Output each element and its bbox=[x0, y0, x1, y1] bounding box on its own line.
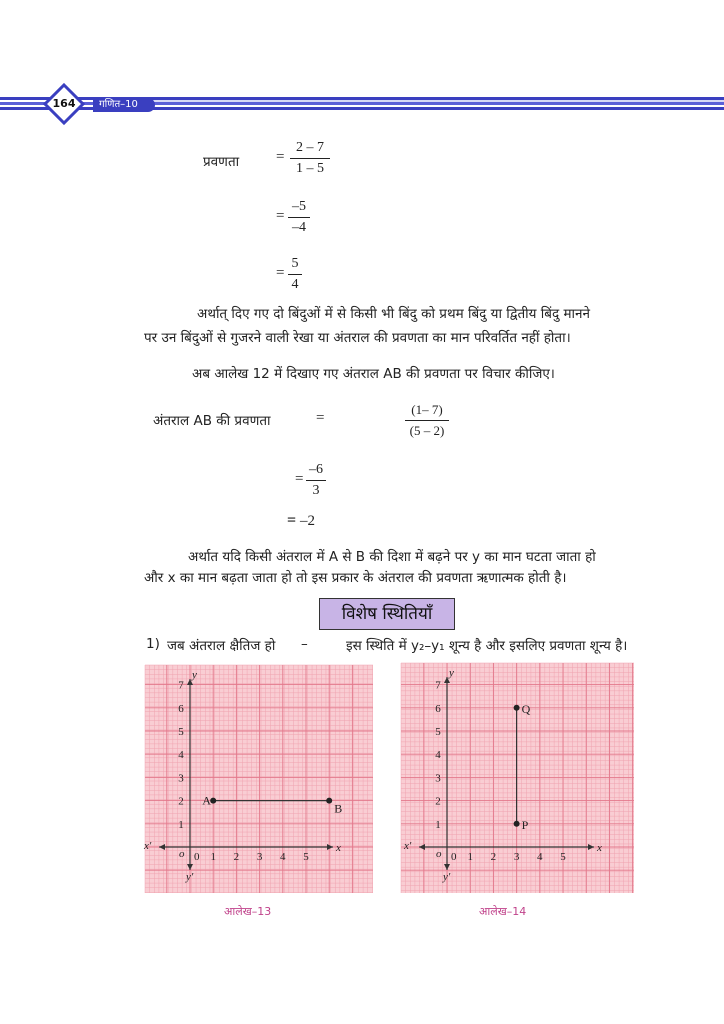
x-tick-label: 3 bbox=[513, 851, 520, 863]
graph-14 bbox=[401, 663, 634, 893]
case1-dash: – bbox=[301, 636, 308, 652]
para3-line1: अर्थात यदि किसी अंतराल में A से B की दिशा में बढ़ने पर y का मान घटता जाता हो bbox=[188, 549, 596, 565]
slope-ab-result: –2 bbox=[300, 513, 315, 529]
y-tick-label: 2 bbox=[435, 795, 441, 808]
para3-line2: और x का मान बढ़ता जाता हो तो इस प्रकार के अंतराल की प्रवणता ऋणात्मक होती है। bbox=[144, 570, 567, 586]
x-tick-label: 2 bbox=[490, 851, 497, 863]
x-tick-label: 3 bbox=[256, 851, 263, 863]
graph-13-svg bbox=[145, 665, 373, 893]
para2: अब आलेख 12 में दिखाए गए अंतराल AB की प्रवणता पर विचार कीजिए। bbox=[192, 366, 555, 382]
y-axis-label: y bbox=[192, 669, 197, 681]
running-head: गणित–10 bbox=[93, 98, 155, 112]
y-tick-label: 5 bbox=[435, 726, 441, 738]
y-neg-axis-label: y′ bbox=[443, 871, 451, 883]
x-tick-label: 4 bbox=[280, 851, 286, 863]
point-label-A: A bbox=[202, 793, 211, 808]
y-tick-label: 6 bbox=[435, 702, 441, 715]
x-tick-label: 5 bbox=[303, 851, 309, 863]
fraction-ab-step1: $\frac{(1- 7)}{(5 - 2)}$ bbox=[405, 402, 449, 439]
origin-zero: 0 bbox=[451, 851, 457, 863]
case1-left: जब अंतराल क्षैतिज हो bbox=[167, 638, 276, 654]
y-tick-label: 6 bbox=[178, 702, 184, 715]
graph-13 bbox=[145, 665, 373, 893]
x-neg-axis-label: x′ bbox=[144, 840, 152, 852]
y-tick-label: 5 bbox=[178, 726, 184, 738]
y-tick-label: 7 bbox=[435, 679, 441, 692]
point-Q bbox=[514, 705, 520, 711]
point-label-Q: Q bbox=[521, 701, 531, 716]
x-axis-arrow bbox=[327, 844, 333, 850]
equals-sign: = bbox=[287, 512, 297, 529]
y-axis-label: y bbox=[449, 667, 454, 679]
point-P bbox=[514, 821, 520, 827]
x-tick-label: 4 bbox=[537, 851, 543, 863]
fraction-ab-step2: $\frac{-6}{3}$ bbox=[306, 462, 326, 499]
fraction-step1: $\frac{2 - 7}{1 - 5}$ bbox=[290, 140, 330, 177]
graph-13-caption: आलेख–13 bbox=[224, 905, 272, 918]
graph-14-caption: आलेख–14 bbox=[479, 905, 527, 918]
origin-label: o bbox=[179, 848, 185, 860]
x-axis-label: x bbox=[597, 842, 602, 854]
y-tick-label: 1 bbox=[435, 818, 441, 831]
equals-sign: = bbox=[276, 265, 285, 281]
para1-line2: पर उन बिंदुओं से गुजरने वाली रेखा या अंतराल की प्रवणता का मान परिवर्तित नहीं होता। bbox=[144, 330, 571, 346]
x-tick-label: 2 bbox=[233, 851, 240, 863]
y-tick-label: 4 bbox=[178, 749, 184, 762]
y-tick-label: 1 bbox=[178, 818, 184, 831]
x-axis-arrow-neg bbox=[419, 844, 425, 850]
equals-sign: = bbox=[276, 149, 285, 165]
point-label-B: B bbox=[334, 801, 343, 816]
slope-ab-label: अंतराल AB की प्रवणता bbox=[153, 413, 271, 429]
page-number: 164 bbox=[52, 97, 76, 110]
x-axis-arrow-neg bbox=[159, 844, 165, 850]
point-label-P: P bbox=[521, 817, 529, 832]
y-tick-label: 3 bbox=[435, 772, 441, 785]
x-neg-axis-label: x′ bbox=[404, 840, 412, 852]
fraction-step2: $\frac{-5}{-4}$ bbox=[288, 199, 310, 236]
para1-line1: अर्थात् दिए गए दो बिंदुओं में से किसी भी बिंदु को प्रथम बिंदु या द्वितीय बिंदु मानने bbox=[197, 306, 591, 322]
point-B bbox=[326, 798, 332, 804]
y-tick-label: 4 bbox=[435, 749, 441, 762]
case1-right: इस स्थिति में y₂–y₁ शून्य है और इसलिए प्रवणता शून्य है। bbox=[346, 638, 628, 654]
point-A bbox=[210, 798, 216, 804]
x-axis-label: x bbox=[336, 842, 341, 854]
y-tick-label: 7 bbox=[178, 679, 184, 692]
y-neg-axis-label: y′ bbox=[186, 871, 194, 883]
fraction-step3: $\frac{5}{4}$ bbox=[288, 256, 302, 293]
equals-sign: = bbox=[316, 410, 325, 426]
x-tick-label: 5 bbox=[560, 851, 566, 863]
equals-sign: = bbox=[276, 208, 285, 224]
section-title: विशेष स्थितियाँ bbox=[319, 598, 455, 630]
case1-number: 1) bbox=[146, 636, 160, 652]
x-tick-label: 1 bbox=[210, 851, 216, 863]
graph-14-svg bbox=[401, 663, 634, 893]
y-tick-label: 3 bbox=[178, 772, 184, 785]
x-tick-label: 1 bbox=[467, 851, 473, 863]
equals-sign: = bbox=[295, 471, 304, 487]
origin-label: o bbox=[436, 848, 442, 860]
y-tick-label: 2 bbox=[178, 795, 184, 808]
origin-zero: 0 bbox=[194, 851, 200, 863]
slope-label: प्रवणता bbox=[203, 154, 240, 170]
